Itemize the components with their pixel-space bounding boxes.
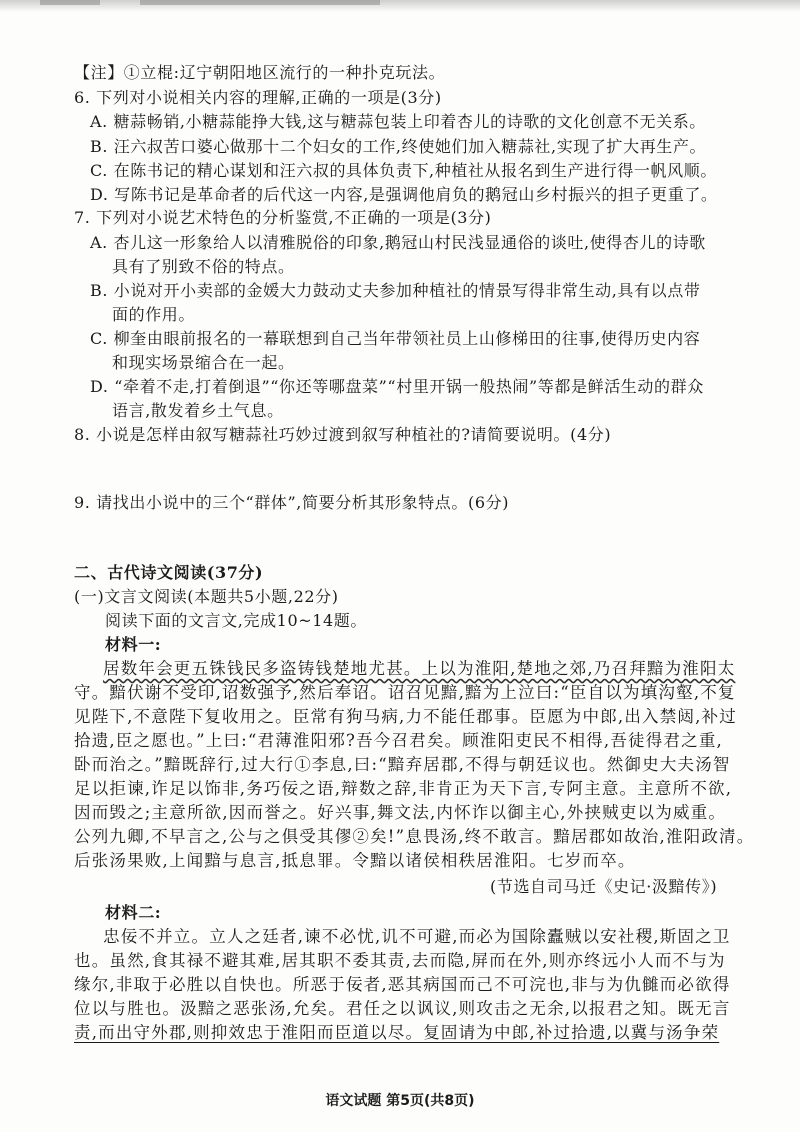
question-6-stem: 6. 下列对小说相关内容的理解,正确的一项是(3分) <box>74 88 442 107</box>
q7-option-a: A. 杏儿这一形象给人以清雅脱俗的印象,鹅冠山村民浅显通俗的谈吐,使得杏儿的诗歌 <box>90 233 706 252</box>
q7-option-c-cont: 和现实场景缩合在一起。 <box>112 353 295 372</box>
material-1-label: 材料一: <box>105 635 162 654</box>
instructions: 阅读下面的文言文,完成10~14题。 <box>105 611 368 630</box>
material-2-line: 也。虽然,食其禄不避其难,居其职不委其责,去而隐,屏而在外,则亦终远小人而不与为 <box>74 951 726 970</box>
material-1-line: 后张汤果败,上闻黯与息言,抵息罪。令黯以诸侯相秩居淮阳。七岁而卒。 <box>74 851 636 870</box>
question-8: 8. 小说是怎样由叙写糖蒜社巧妙过渡到叙写种植社的?请简要说明。(4分) <box>74 425 612 444</box>
scan-smudge <box>40 0 100 5</box>
material-2-label: 材料二: <box>105 903 162 922</box>
question-9: 9. 请找出小说中的三个“群体”,简要分析其形象特点。(6分) <box>74 493 510 512</box>
material-1-line: 卧而治之。”黯既辞行,过大行①李息,曰:“黯弃居郡,不得与朝廷议也。然御史大夫汤智 <box>74 755 731 774</box>
question-7-stem: 7. 下列对小说艺术特色的分析鉴赏,不正确的一项是(3分) <box>74 208 492 227</box>
page-footer: 语文试题 第5页(共8页) <box>325 1093 475 1109</box>
material-1-line: 因而毁之;主意所欲,因而誉之。好兴事,舞文法,内怀诈以御主心,外挟贼吏以为威重。 <box>74 803 727 822</box>
q7-option-c: C. 柳奎由眼前报名的一幕联想到自己当年带领社员上山修梯田的往事,使得历史内容 <box>90 329 701 348</box>
material-1-line: 拾遗,臣之愿也。”上曰:“君薄淮阳邪?吾今召君矣。顾淮阳吏民不相得,吾徒得君之重, <box>74 731 723 750</box>
q7-option-d: D. “牵着不走,打着倒退”“你还等哪盘菜”“村里开锅一般热闹”等都是鲜活生动的群众 <box>90 377 704 396</box>
note: 【注】①立棍:辽宁朝阳地区流行的一种扑克玩法。 <box>74 63 446 82</box>
scan-top-edge <box>0 0 800 12</box>
material-1-line: 公列九卿,不早言之,公与之俱受其僇②矣!”息畏汤,终不敢言。黯居郡如故治,淮阳政清。 <box>74 827 755 846</box>
material-1-line: 居数年会更五铢钱民多盗铸钱楚地尤甚。上以为淮阳,楚地之郊,乃召拜黯为淮阳太 <box>103 659 736 678</box>
q7-option-b: B. 小说对开小卖部的金媛大力鼓动丈夫参加种植社的情景写得非常生动,具有以点带 <box>90 281 701 300</box>
section-title: 二、古代诗文阅读(37分) <box>74 563 264 582</box>
q6-option-c: C. 在陈书记的精心谋划和汪六叔的具体负责下,种植社从报名到生产进行得一帆风顺。 <box>90 161 717 180</box>
material-2-line: 位以与胜也。汲黯之恶张汤,允矣。君任之以讽议,则攻击之无余,以报君之知。既无言 <box>74 999 731 1018</box>
material-1-line: 见陛下,不意陛下复收用之。臣常有狗马病,力不能任郡事。臣愿为中郎,出入禁闼,补过 <box>74 707 737 726</box>
material-1-source: (节选自司马迁《史记·汲黯传》) <box>490 877 718 896</box>
material-2-line: 责,而出守外郡,则抑效忠于淮阳而臣道以尽。复固请为中郎,补过拾遗,以冀与汤争荣 <box>74 1023 720 1042</box>
material-2-line: 缘尔,非取于必胜以自快也。所恶于佞者,恶其病国而己不可浣也,非与为仇雠而必欲得 <box>74 975 731 994</box>
scan-smudge <box>140 0 380 5</box>
q6-option-b: B. 汪六叔苦口婆心做那十二个妇女的工作,终使她们加入糖蒜社,实现了扩大再生产。 <box>90 137 707 156</box>
subsection-title: (一)文言文阅读(本题共5小题,22分) <box>74 587 339 606</box>
q7-option-b-cont: 面的作用。 <box>112 305 196 324</box>
q6-option-d: D. 写陈书记是革命者的后代这一内容,是强调他肩负的鹅冠山乡村振兴的担子更重了。 <box>90 185 718 204</box>
material-1-line: 足以拒谏,诈足以饰非,务巧佞之语,辩数之辞,非肯正为天下言,专阿主意。主意所不欲, <box>74 779 733 798</box>
q6-option-a: A. 糖蒜畅销,小糖蒜能挣大钱,这与糖蒜包装上印着杏儿的诗歌的文化创意不无关系。 <box>90 112 706 131</box>
material-1-line: 守。黯伏谢不受印,诏数强予,然后奉诏。诏召见黯,黯为上泣曰:“臣自以为填沟壑,不复 <box>74 683 736 702</box>
q7-option-a-cont: 具有了别致不俗的特点。 <box>112 257 295 276</box>
q7-option-d-cont: 语言,散发着乡土气息。 <box>112 401 284 420</box>
material-2-line: 忠佞不并立。立人之廷者,谏不必忧,讥不可避,而必为国除蠹贼以安社稷,斯固之卫 <box>103 927 731 946</box>
